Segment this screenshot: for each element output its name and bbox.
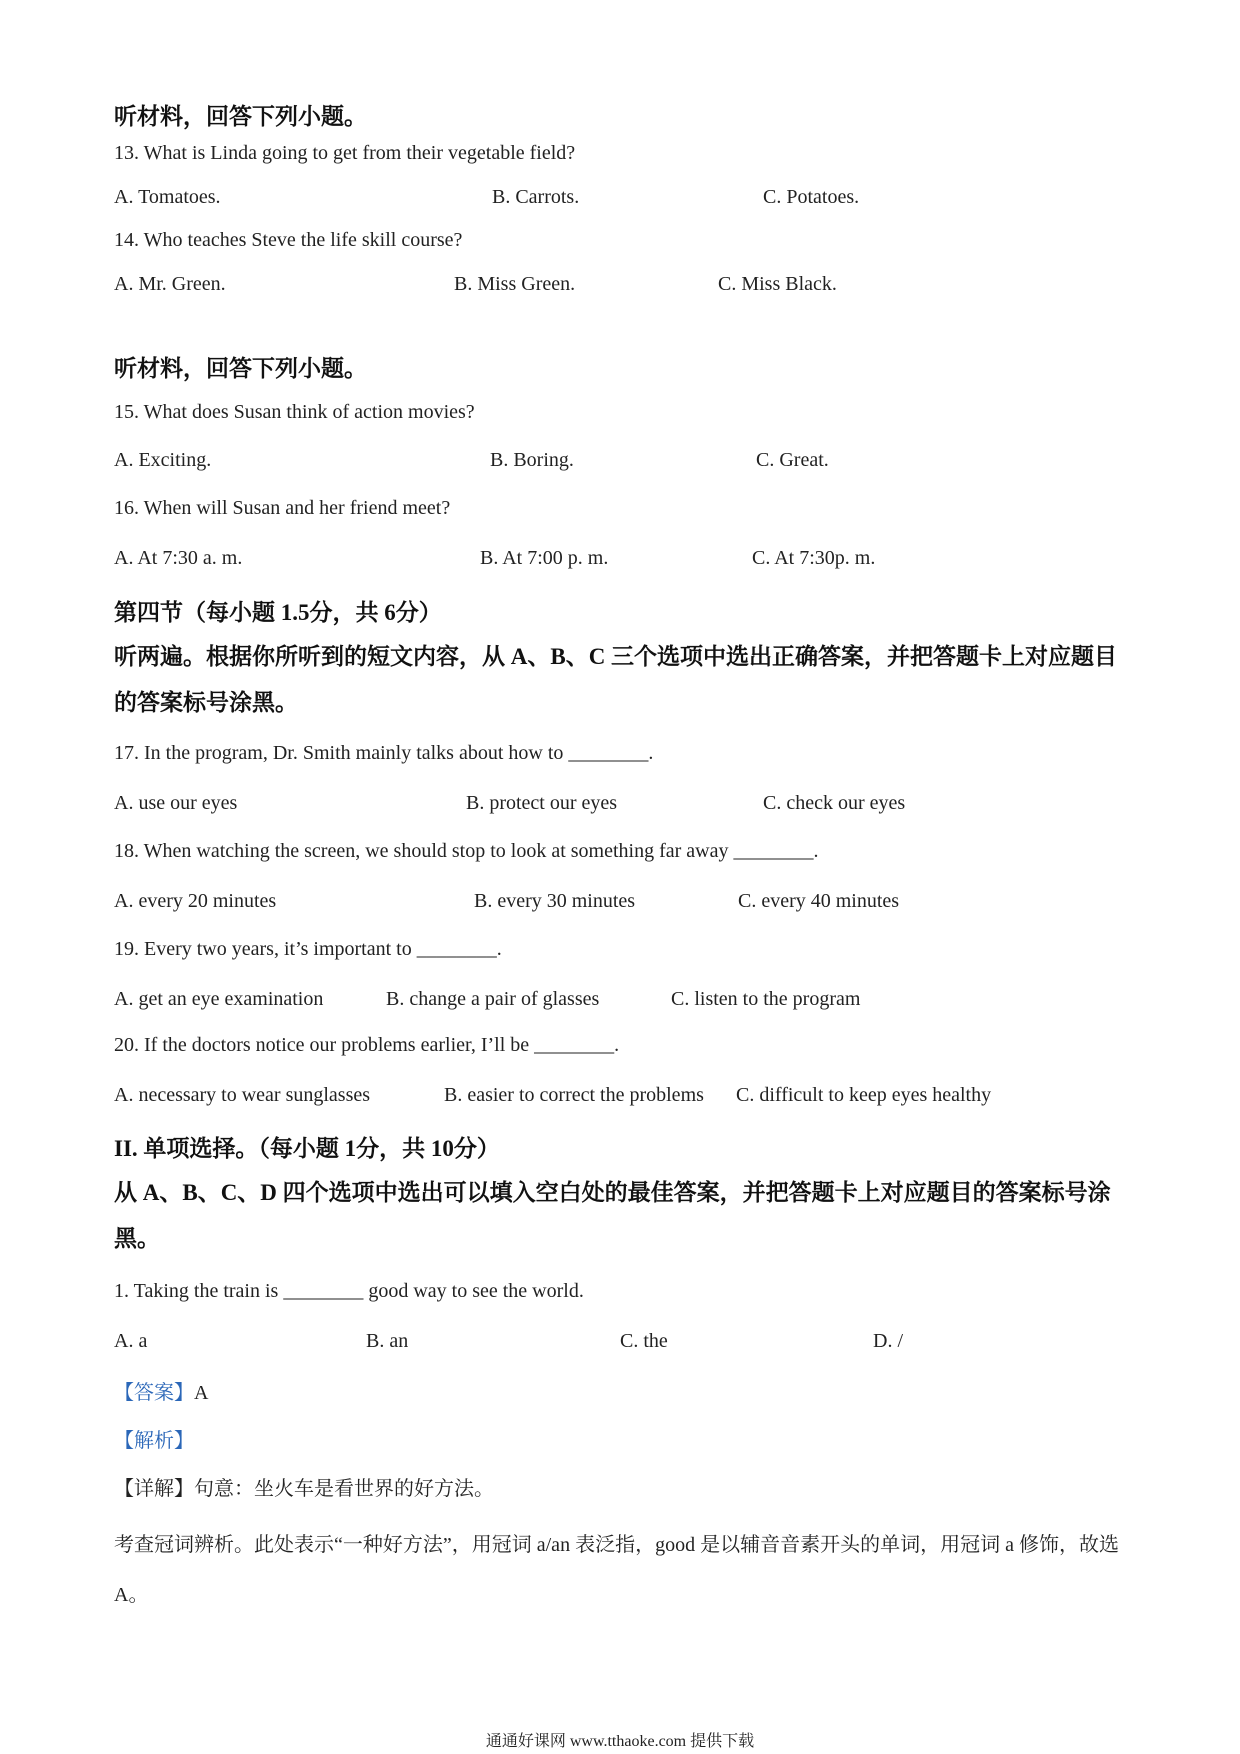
- option-b: B. Miss Green.: [454, 273, 576, 295]
- option-c: C. the: [620, 1330, 668, 1352]
- option-b: B. easier to correct the problems: [444, 1084, 704, 1106]
- analysis-tag: 【解析】: [114, 1430, 194, 1452]
- option-a: A. Tomatoes.: [114, 186, 221, 208]
- question-17: 17. In the program, Dr. Smith mainly talks about how to ________.: [114, 742, 654, 764]
- option-a: A. get an eye examination: [114, 988, 324, 1010]
- option-b: B. Boring.: [490, 449, 574, 471]
- option-a: A. At 7:30 a. m.: [114, 547, 243, 569]
- option-d: D. /: [873, 1330, 903, 1352]
- option-b: B. At 7:00 p. m.: [480, 547, 609, 569]
- explanation-text: 考查冠词辨析。此处表示“一种好方法”，用冠词 a/an 表泛指，good 是以辅音音素开头的单词，用冠词 a 修饰，故选 A。: [114, 1534, 1119, 1606]
- question-13: 13. What is Linda going to get from their vegetable field?: [114, 142, 576, 164]
- section-instructions: 从 A、B、C、D 四个选项中选出可以填入空白处的最佳答案，并把答题卡上对应题目的答案标号涂黑。: [114, 1180, 1111, 1251]
- option-c: C. Great.: [756, 449, 829, 471]
- option-a: A. Exciting.: [114, 449, 212, 471]
- section-instructions: 听两遍。根据你所听到的短文内容，从 A、B、C 三个选项中选出正确答案，并把答题卡上对应题目的答案标号涂黑。: [114, 644, 1118, 715]
- answer-line: [114, 1376, 208, 1405]
- section-heading: 听材料，回答下列小题。: [114, 104, 367, 129]
- option-c: C. listen to the program: [671, 988, 861, 1010]
- option-a: A. a: [114, 1330, 148, 1352]
- option-a: A. necessary to wear sunglasses: [114, 1084, 371, 1106]
- option-c: C. At 7:30p. m.: [752, 547, 876, 569]
- section-heading: 听材料，回答下列小题。: [114, 356, 367, 381]
- section-title: 第四节（每小题 1.5分，共 6分）: [114, 600, 442, 625]
- detail-text: 句意：坐火车是看世界的好方法。: [194, 1478, 494, 1500]
- option-b: B. every 30 minutes: [474, 890, 636, 912]
- option-b: B. Carrots.: [492, 186, 580, 208]
- option-c: C. difficult to keep eyes healthy: [736, 1084, 992, 1106]
- question-19: 19. Every two years, it’s important to ________.: [114, 938, 502, 960]
- answer-value: A: [194, 1382, 209, 1404]
- question-18: 18. When watching the screen, we should stop to look at something far away ________.: [114, 840, 819, 862]
- question-15: 15. What does Susan think of action movies?: [114, 401, 475, 423]
- option-b: B. an: [366, 1330, 409, 1352]
- option-a: A. use our eyes: [114, 792, 238, 814]
- section-title: II. 单项选择。（每小题 1分，共 10分）: [114, 1136, 500, 1161]
- option-b: B. change a pair of glasses: [386, 988, 600, 1010]
- option-c: C. Potatoes.: [763, 186, 860, 208]
- question-14: 14. Who teaches Steve the life skill course?: [114, 229, 463, 251]
- question-16: 16. When will Susan and her friend meet?: [114, 497, 451, 519]
- option-c: C. every 40 minutes: [738, 890, 900, 912]
- question-20: 20. If the doctors notice our problems earlier, I’ll be ________.: [114, 1034, 620, 1056]
- option-c: C. Miss Black.: [718, 273, 837, 295]
- option-b: B. protect our eyes: [466, 792, 618, 814]
- page-footer: 通通好课网 www.tthaoke.com 提供下载: [485, 1733, 755, 1750]
- option-a: A. every 20 minutes: [114, 890, 277, 912]
- detail-line: [114, 1472, 494, 1501]
- option-c: C. check our eyes: [763, 792, 906, 814]
- question-1: 1. Taking the train is ________ good way to see the world.: [114, 1280, 584, 1302]
- answer-tag: 【答案】: [114, 1382, 194, 1404]
- detail-tag: 【详解】: [114, 1478, 194, 1500]
- option-a: A. Mr. Green.: [114, 273, 226, 295]
